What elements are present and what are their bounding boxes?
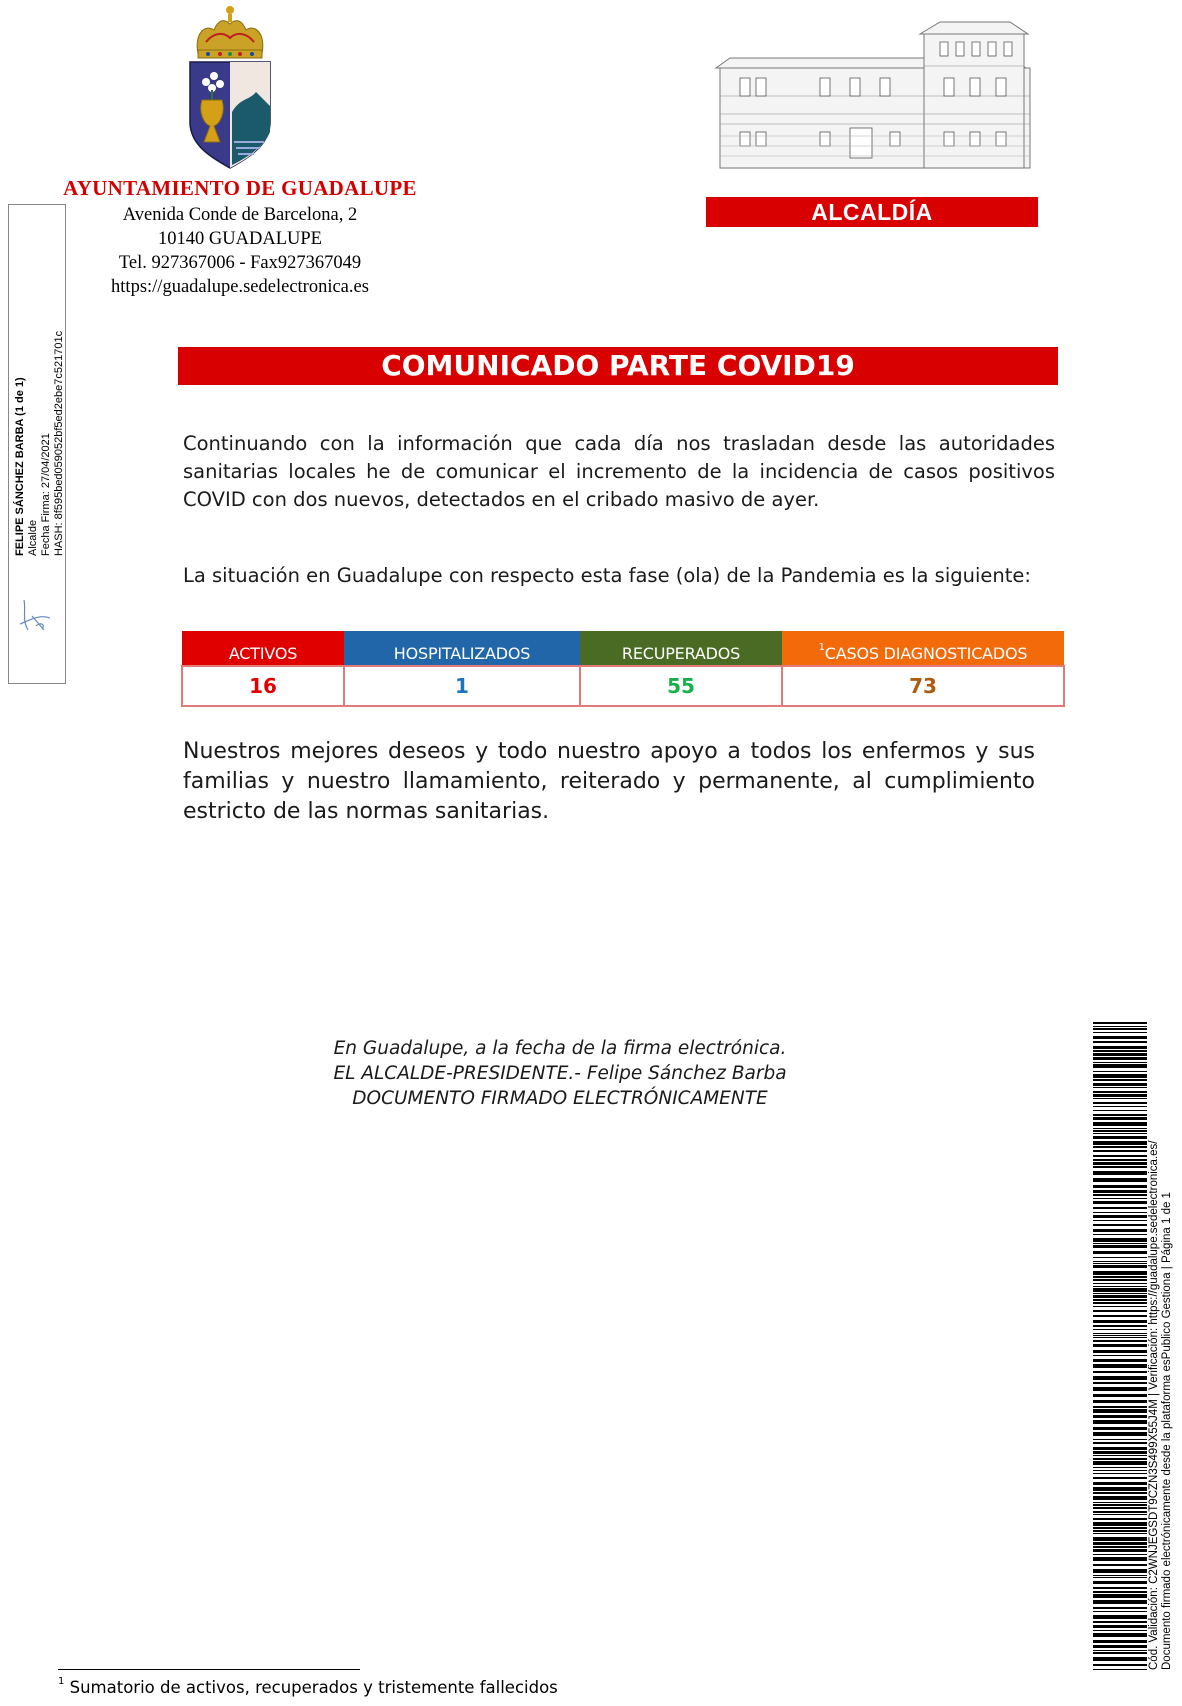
- value-hospitalizados: 1: [344, 666, 580, 706]
- footnote: [58, 1678, 558, 1697]
- body-paragraph-2: La situación en Guadalupe con respecto esta fase (ola) de la Pandemia es la siguiente:: [183, 564, 1031, 587]
- header-activos: ACTIVOS: [182, 631, 344, 666]
- verification-code: Cód. Validación: C2WNJEGSDT9CZN3S499X55J4M | Verificación: https://guadalupe.sedelectronica.es/: [1148, 1140, 1160, 1670]
- footnote-divider: [58, 1669, 360, 1670]
- signature-stamp-text: [14, 331, 66, 556]
- verification-platform: Documento firmado electrónicamente desde la plataforma esPublico Gestiona | Página 1 de 1: [1161, 1192, 1173, 1670]
- value-casos-diagnosticados: 73: [782, 666, 1064, 706]
- signature-hash: HASH: 8f595bed059052bf5ed2ebe7c521701c: [53, 330, 65, 556]
- header-hospitalizados: HOSPITALIZADOS: [344, 631, 580, 666]
- header-casos-diagnosticados: $^1$CASOS DIAGNOSTICADOS: [782, 631, 1064, 666]
- footnote-text: Sumatorio de activos, recuperados y tristemente fallecidos: [69, 1678, 558, 1697]
- town-hall-building-image: [710, 16, 1040, 178]
- signer-name: FELIPE SÁNCHEZ BARBA (1 de 1): [14, 377, 26, 556]
- closing-line-3: DOCUMENTO FIRMADO ELECTRÓNICAMENTE: [352, 1088, 768, 1109]
- value-recuperados: 55: [580, 666, 782, 706]
- signer-role: Alcalde: [27, 519, 39, 556]
- handwritten-signature-icon: [14, 596, 54, 636]
- closing-line-2: EL ALCALDE-PRESIDENTE.- Felipe Sánchez Barba: [333, 1063, 787, 1084]
- website-link[interactable]: https://guadalupe.sedelectronica.es: [111, 277, 369, 297]
- address-line-1: Avenida Conde de Barcelona, 2: [122, 205, 358, 225]
- body-paragraph-3: Nuestros mejores deseos y todo nuestro apoyo a todos los enfermos y sus familias y nuestro llamamiento, reiterado y permanente, al cumplimiento estricto de las normas sanitarias.: [183, 739, 1035, 824]
- phone-fax: Tel. 927367006 - Fax927367049: [118, 253, 362, 273]
- header-recuperados: RECUPERADOS: [580, 631, 782, 666]
- verification-text: [1148, 1141, 1174, 1670]
- barcode-icon: [1093, 1022, 1147, 1670]
- covid-stats-table: [181, 631, 1065, 707]
- department-banner: ALCALDÍA: [706, 197, 1038, 227]
- signature-date: Fecha Firma: 27/04/2021: [40, 433, 52, 556]
- footnote-number: 1: [58, 1676, 65, 1687]
- closing-line-1: En Guadalupe, a la fecha de la firma electrónica.: [333, 1038, 787, 1059]
- coat-of-arms-logo: [184, 2, 276, 174]
- ayuntamiento-name: AYUNTAMIENTO DE GUADALUPE: [63, 176, 417, 200]
- value-activos: 16: [182, 666, 344, 706]
- address-line-2: 10140 GUADALUPE: [158, 229, 322, 249]
- footnote-mark: 1: [818, 642, 825, 653]
- document-title: COMUNICADO PARTE COVID19: [178, 347, 1058, 385]
- body-paragraph-1: Continuando con la información que cada día nos trasladan desde las autoridades sanitarias locales he de comunicar el incremento de la incidencia de casos positivos COVID con dos nuevos, detectados en el cribado masivo de ayer.: [183, 432, 1055, 511]
